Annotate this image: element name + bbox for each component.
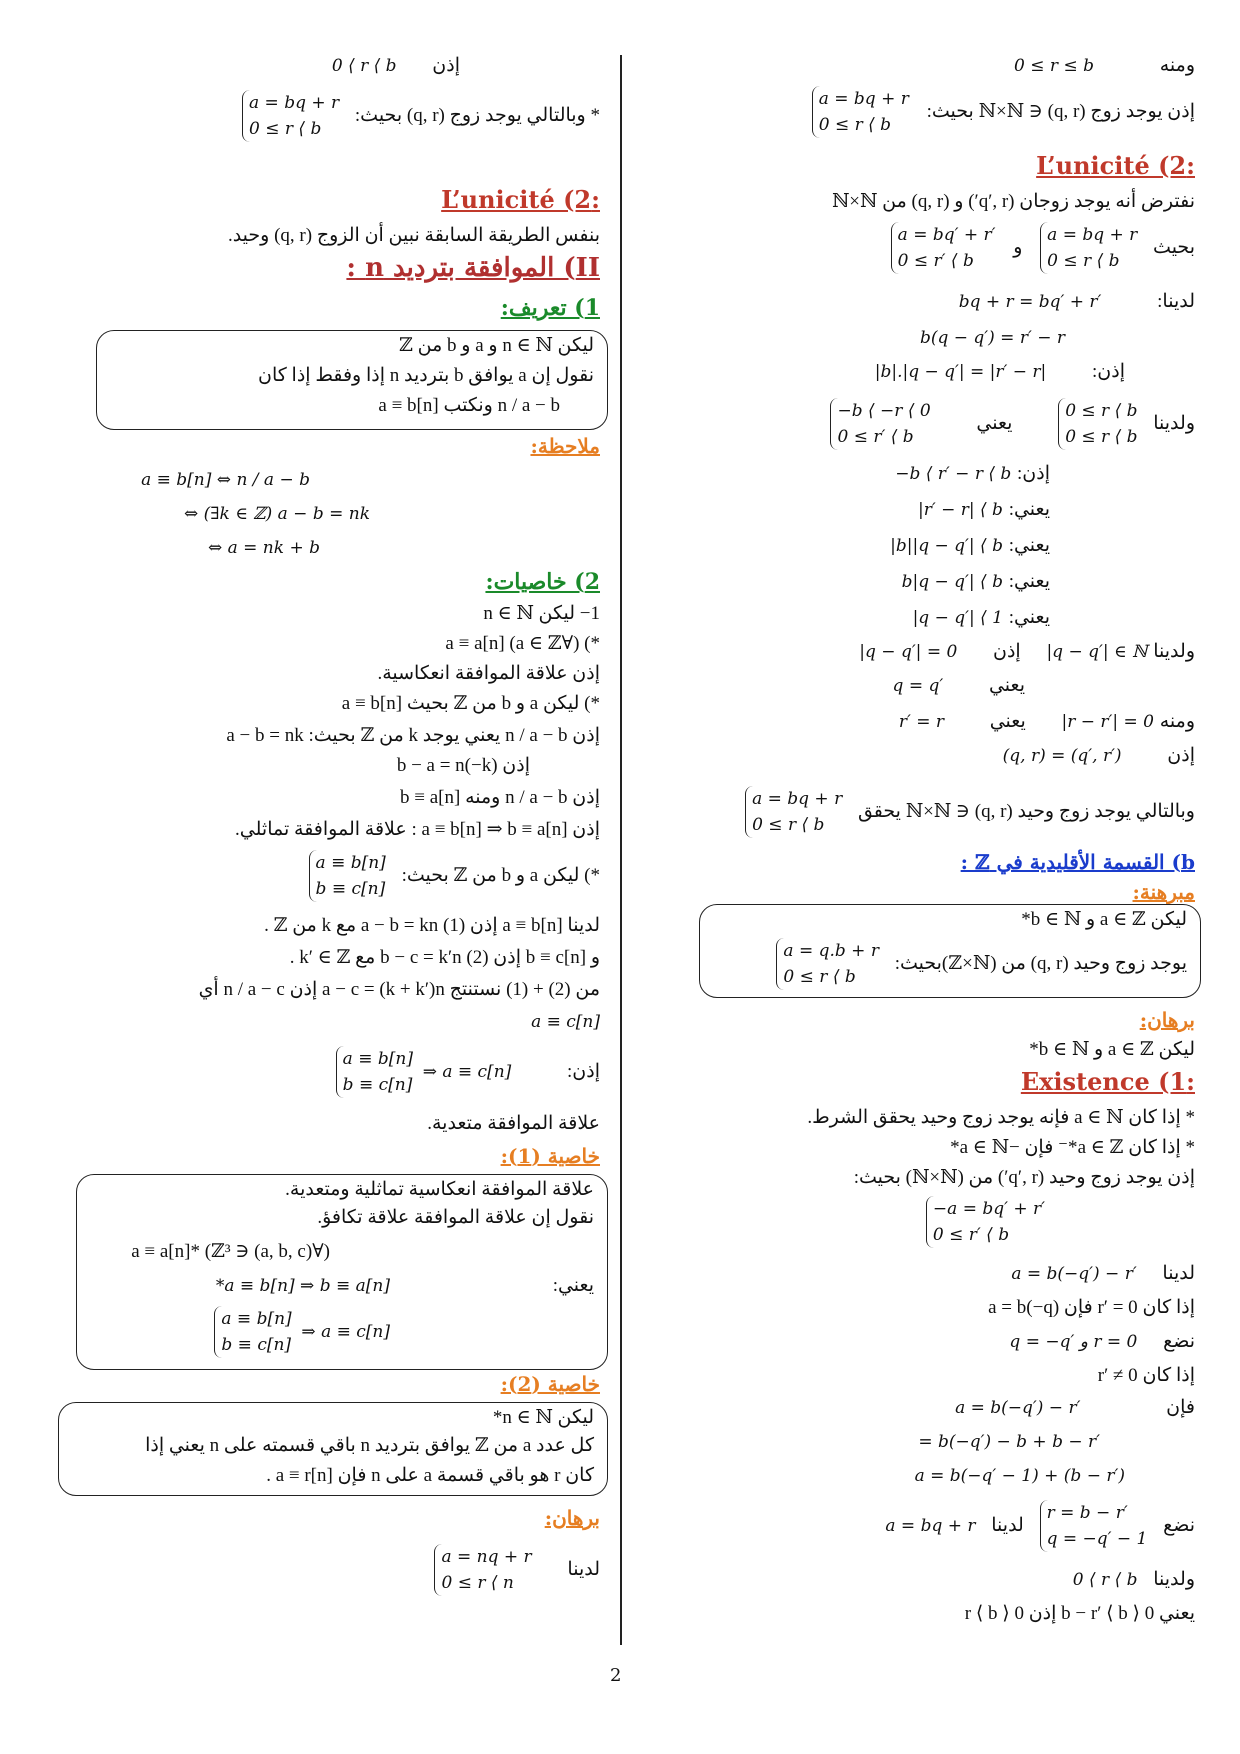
equation-system: −b ⟨ −r ⟨ 0 0 ≤ r′ ⟨ b: [830, 398, 930, 450]
equation-system: a = bq + r 0 ≤ r ⟨ b: [745, 786, 842, 838]
paragraph: n / a − b ونكتب a ≡ b[n]: [378, 395, 560, 416]
line: يعني: |b||q − q′| ⟨ b: [890, 535, 1050, 556]
equation-system: a = bq + r 0 ≤ r ⟨ b: [812, 86, 909, 138]
paragraph: من (2) + (1) نستنتج a − c = (k + k′)n إذن n / a − c أي: [198, 979, 600, 1000]
line: يعني q = q′: [892, 675, 1025, 696]
equation-system: a = bq + r 0 ≤ r ⟨ b: [1040, 222, 1137, 274]
paragraph: علاقة الموافقة انعكاسية تماثلية ومتعدية.: [285, 1179, 594, 1200]
line: a ≡ c[n]: [531, 1012, 600, 1032]
equation-system: a = nq + r 0 ≤ r ⟨ n: [434, 1544, 531, 1596]
equation-system: a ≡ b[n] b ≡ c[n]: [336, 1046, 413, 1098]
paragraph: إذن b − a = n(−k): [396, 755, 530, 776]
section-heading: :L’unicité (2: [1036, 151, 1195, 180]
paragraph: إذن علاقة الموافقة انعكاسية.: [377, 663, 600, 684]
line: يعني: |q − q′| ⟨ 1: [912, 607, 1050, 628]
line: وبالتالي يوجد زوج وحيد (q, r) ∈ ℕ×ℕ يحقق a = bq + r 0 ≤ r ⟨ b: [745, 786, 1195, 838]
paragraph: (∀(a, b, c) ∈ ℤ³) *a ≡ a[n]: [131, 1241, 330, 1262]
proof-label: برهان:: [544, 1506, 600, 1530]
line: ومنه |r − r′| = 0 يعني r′ = r: [898, 711, 1195, 732]
paragraph: إذن يوجد زوج وحيد (q′, r′) من (ℕ×ℕ) بحيث:: [853, 1167, 1195, 1188]
paragraph: إذن n / a − b ومنه b ≡ a[n]: [400, 787, 600, 808]
note-label: ملاحظة:: [530, 434, 600, 458]
paragraph: نفترض أنه يوجد زوجان (q′, r′) و (q, r) من ℕ×ℕ: [831, 191, 1195, 212]
paragraph: لدينا a ≡ b[n] إذن (1) a − b = kn مع k من ℤ .: [264, 915, 600, 936]
column-divider: [620, 55, 622, 1645]
line: لدينا a = nq + r 0 ≤ r ⟨ n: [434, 1544, 600, 1596]
paragraph: و b ≡ c[n] إذن (2) b − c = k′n مع k′ ∈ ℤ .: [289, 947, 600, 968]
paragraph: كل عدد a من ℤ يوافق بترديد n باقي قسمته على n يعني إذا: [145, 1435, 594, 1456]
line: فإن a = b(−q′) − r′: [955, 1397, 1195, 1418]
paragraph: *) (∀a ∈ ℤ) a ≡ a[n]: [445, 633, 600, 654]
equation-system: r = b − r′ q = −q′ − 1: [1040, 1500, 1148, 1552]
section-heading: 1) تعريف:: [500, 295, 600, 321]
equation-system: a = q.b + r 0 ≤ r ⟨ b: [776, 938, 879, 990]
line: إذن 0 ⟨ r ⟨ b: [331, 55, 460, 76]
property-label: خاصية (1):: [500, 1144, 600, 1168]
line: يعني: |r′ − r| ⟨ b: [918, 499, 1050, 520]
paragraph: ليكن a ∈ ℤ و b ∈ ℕ*: [1029, 1039, 1195, 1060]
equation-system: a ≡ b[n] b ≡ c[n]: [309, 850, 386, 902]
proof-label: برهان:: [1139, 1008, 1195, 1032]
paragraph: * إذا كان a ∈ ℕ فإنه يوجد زوج وحيد يحقق الشرط.: [807, 1107, 1195, 1128]
paragraph: علاقة الموافقة متعدية.: [427, 1113, 600, 1134]
paragraph: إذن a ≡ b[n] ⇒ b ≡ a[n] : علاقة الموافقة تماثلي.: [235, 819, 600, 840]
paragraph: 1− ليكن n ∈ ℕ: [483, 603, 600, 624]
line: لدينا: bq + r = bq′ + r′: [958, 291, 1195, 312]
paragraph: نقول إن a يوافق b بترديد n إذا وفقط إذا كان: [258, 365, 594, 386]
line: ومنه 0 ≤ r ≤ b: [1014, 55, 1195, 76]
line: b(q − q′) = r′ − r: [919, 328, 1065, 348]
line: إذن: −b ⟨ r′ − r ⟨ b: [895, 463, 1050, 484]
section-heading: II) الموافقة بترديد n :: [346, 253, 600, 283]
line: *) ليكن a و b من ℤ بحيث: a ≡ b[n] b ≡ c[n]: [309, 850, 600, 902]
equation-system: a = bq′ + r′ 0 ≤ r′ ⟨ b: [891, 222, 996, 274]
line: إذن (q, r) = (q′, r′): [1002, 745, 1195, 766]
line: ولدينا 0 ≤ r ⟨ b 0 ≤ r ⟨ b يعني −b ⟨ −r ⟨ 0 0 ≤ r′ ⟨ b: [830, 398, 1195, 450]
line: ⇔ a = nk + b: [207, 538, 320, 558]
line: *a ≡ b[n] ⇒ b ≡ a[n]: [215, 1276, 390, 1296]
paragraph: بنفس الطريقة السابقة نبين أن الزوج (q, r) وحيد.: [227, 225, 600, 246]
line: a ≡ b[n] ⇔ n / a − b: [141, 470, 310, 490]
line: نضع r = b − r′ q = −q′ − 1 لدينا a = bq + r: [885, 1500, 1195, 1552]
line: يعني: b|q − q′| ⟨ b: [901, 571, 1050, 592]
line: لدينا a = b(−q′) − r′: [1011, 1263, 1195, 1284]
equation-system: −a = bq′ + r′ 0 ≤ r′ ⟨ b: [926, 1196, 1045, 1248]
line: بحيث a = bq + r 0 ≤ r ⟨ b و a = bq′ + r′ 0 ≤ r′ ⟨ b: [891, 222, 1195, 274]
line: ولدينا |q − q′| ∈ ℕ إذن |q − q′| = 0: [859, 641, 1195, 662]
paragraph: يعني 0 ⟨ b − r′ ⟨ b إذن 0 ⟨ r ⟨ b: [964, 1603, 1195, 1624]
page-number: 2: [610, 1665, 622, 1686]
line: ⇔ (∃k ∈ ℤ) a − b = nk: [183, 504, 370, 524]
line: ولدينا 0 ⟨ r ⟨ b: [1072, 1569, 1195, 1590]
line: نضع q = −q′ و r = 0: [1009, 1331, 1195, 1352]
property-label: خاصية (2):: [500, 1372, 600, 1396]
paragraph: ليكن a ∈ ℤ و b ∈ ℕ*: [1021, 909, 1187, 930]
theorem-label: مبرهنة:: [1132, 880, 1195, 904]
paragraph: ليكن n ∈ ℕ*: [492, 1407, 594, 1428]
paragraph: إذا كان r′ = 0 فإن a = b(−q): [988, 1297, 1195, 1318]
paragraph: نقول إن علاقة الموافقة علاقة تكافؤ.: [317, 1207, 594, 1228]
equation-system: a = bq + r 0 ≤ r ⟨ b: [242, 90, 339, 142]
paragraph: *) ليكن a و b من ℤ بحيث a ≡ b[n]: [341, 693, 600, 714]
line: يوجد زوج وحيد (q, r) من (ℤ×ℕ)بحيث: a = q.b + r 0 ≤ r ⟨ b: [776, 938, 1187, 990]
paragraph: ليكن n ∈ ℕ و a و b من ℤ: [399, 335, 594, 356]
paragraph: كان r هو باقي قسمة a على n فإن a ≡ r[n] .: [266, 1465, 594, 1486]
line: إذن يوجد زوج (q, r) ∈ ℕ×ℕ بحيث: a = bq + r 0 ≤ r ⟨ b: [812, 86, 1195, 138]
section-heading: 2) خاصيات:: [485, 569, 600, 595]
line: إذن: ⇒ a ≡ c[n] a ≡ b[n] b ≡ c[n]: [336, 1046, 600, 1098]
line: إذن: |b|.|q − q′| = |r′ − r|: [874, 361, 1125, 382]
section-heading: :Existence (1: [1020, 1067, 1195, 1096]
line: * وبالتالي يوجد زوج (q, r) بحيث: a = bq + r 0 ≤ r ⟨ b: [242, 90, 600, 142]
line: a = b(−q′ − 1) + (b − r′): [914, 1466, 1125, 1486]
line: = b(−q′) − b + b − r′: [918, 1432, 1100, 1452]
equation-system: 0 ≤ r ⟨ b 0 ≤ r ⟨ b: [1058, 398, 1137, 450]
paragraph: * إذا كان a ∈ ℤ*⁻ فإن −a ∈ ℕ*: [950, 1137, 1195, 1158]
paragraph: إذن n / a − b يعني يوجد k من ℤ بحيث: a − b = nk: [226, 725, 600, 746]
line: [926, 1196, 1045, 1248]
section-heading: b) القسمة الأقليدية في ℤ :: [960, 850, 1195, 874]
equation-system: a ≡ b[n] b ≡ c[n]: [214, 1306, 291, 1358]
line: يعني:: [552, 1275, 594, 1296]
line: ⇒ a ≡ c[n] a ≡ b[n] b ≡ c[n]: [214, 1306, 390, 1358]
paragraph: إذا كان r′ ≠ 0: [1097, 1365, 1195, 1386]
section-heading: :L’unicité (2: [441, 185, 600, 214]
